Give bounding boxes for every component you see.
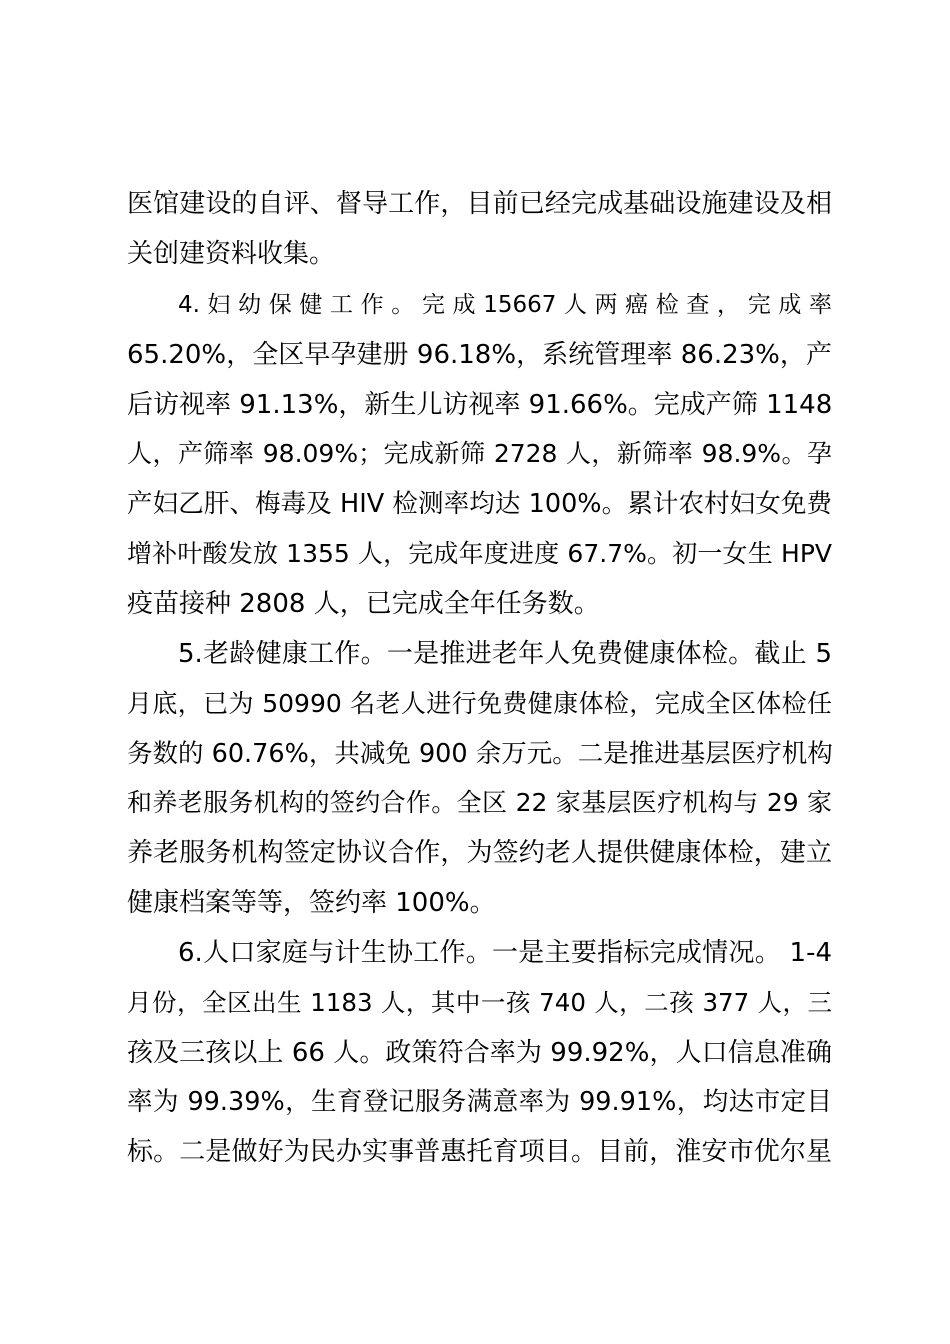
text-line: 产妇乙肝、梅毒及 HIV 检测率均达 100%。累计农村妇女免费 bbox=[127, 489, 832, 519]
text-line: 6.人口家庭与计生协工作。一是主要指标完成情况。 1-4 bbox=[178, 938, 832, 968]
text-line: 养老服务机构签定协议合作，为签约老人提供健康体检，建立 bbox=[127, 838, 832, 868]
text-line: 4. 妇 幼 保 健 工 作 。 完 成 15667 人 两 癌 检 查 ， 完 成 率 bbox=[178, 292, 832, 318]
text-line: 月底，已为 50990 名老人进行免费健康体检，完成全区体检任 bbox=[127, 689, 832, 718]
text-line: 医馆建设的自评、督导工作，目前已经完成基础设施建设及相 bbox=[127, 189, 832, 219]
text-line: 率为 99.39%，生育登记服务满意率为 99.91%，均达市定目 bbox=[127, 1087, 832, 1117]
text-line: 和养老服务机构的签约合作。全区 22 家基层医疗机构与 29 家 bbox=[127, 788, 832, 817]
text-line: 65.20%，全区早孕建册 96.18%，系统管理率 86.23%，产 bbox=[127, 340, 832, 370]
text-line: 务数的 60.76%，共减免 900 余万元。二是推进基层医疗机构 bbox=[127, 739, 833, 769]
text-line: 5.老龄健康工作。一是推进老年人免费健康体检。截止 5 bbox=[178, 639, 832, 669]
text-line: 孩及三孩以上 66 人。政策符合率为 99.92%，人口信息准确 bbox=[127, 1038, 832, 1068]
text-line: 月份，全区出生 1183 人，其中一孩 740 人，二孩 377 人，三 bbox=[127, 988, 832, 1017]
text-line: 健康档案等等，签约率 100%。 bbox=[127, 888, 496, 918]
text-line: 人，产筛率 98.09%；完成新筛 2728 人，新筛率 98.9%。孕 bbox=[127, 439, 832, 468]
text-line: 疫苗接种 2808 人，已完成全年任务数。 bbox=[127, 589, 600, 619]
text-line: 后访视率 91.13%，新生儿访视率 91.66%。完成产筛 1148 bbox=[127, 390, 833, 420]
text-line: 增补叶酸发放 1355 人，完成年度进度 67.7%。初一女生 HPV bbox=[127, 539, 832, 568]
text-line: 标。二是做好为民办实事普惠托育项目。目前，淮安市优尔星 bbox=[127, 1137, 832, 1167]
text-line: 关创建资料收集。 bbox=[127, 239, 336, 269]
